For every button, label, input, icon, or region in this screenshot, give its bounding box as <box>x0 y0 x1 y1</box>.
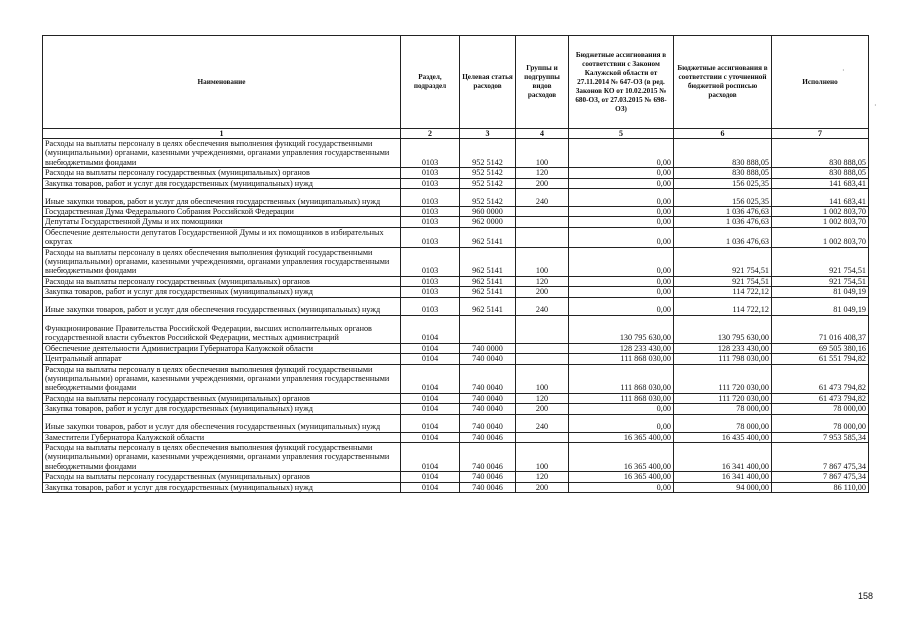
row-group: 240 <box>516 189 569 207</box>
row-budget-refined: 111 720 030,00 <box>674 393 772 403</box>
row-section: 0104 <box>401 432 460 442</box>
table-row <box>43 354 869 364</box>
table-row <box>43 189 869 207</box>
row-section: 0104 <box>401 364 460 393</box>
row-budget-law: 0,00 <box>569 297 674 315</box>
row-budget-law: 111 868 030,00 <box>569 364 674 393</box>
row-budget-refined: 111 798 030,00 <box>674 354 772 364</box>
row-name: Расходы на выплаты персоналу государственных (муниципальных) органов <box>43 276 401 286</box>
row-executed: 81 049,19 <box>772 287 869 297</box>
row-budget-refined: 156 025,35 <box>674 189 772 207</box>
row-budget-refined: 128 233 430,00 <box>674 343 772 353</box>
row-executed: 1 002 803,70 <box>772 207 869 217</box>
row-budget-refined: 830 888,05 <box>674 139 772 168</box>
row-budget-law: 0,00 <box>569 178 674 188</box>
row-executed: 141 683,41 <box>772 189 869 207</box>
row-group <box>516 432 569 442</box>
row-section: 0103 <box>401 227 460 247</box>
table-row <box>43 472 869 482</box>
row-section: 0104 <box>401 472 460 482</box>
row-budget-law: 111 868 030,00 <box>569 393 674 403</box>
row-target: 740 0040 <box>460 354 516 364</box>
row-executed: 1 002 803,70 <box>772 227 869 247</box>
row-budget-law: 0,00 <box>569 189 674 207</box>
row-group: 120 <box>516 393 569 403</box>
table-row <box>43 247 869 276</box>
table-row <box>43 364 869 393</box>
header-executed: Исполнено <box>772 36 869 129</box>
row-executed: 61 473 794,82 <box>772 364 869 393</box>
row-name: Расходы на выплаты персоналу в целях обеспечения выполнения функций государственными (муниципальными) органами, казенными учреждениями, органами управления государственными внебюджетными фондами <box>43 247 401 276</box>
row-group: 240 <box>516 297 569 315</box>
row-budget-refined: 130 795 630,00 <box>674 315 772 343</box>
row-name: Расходы на выплаты персоналу государственных (муниципальных) органов <box>43 168 401 178</box>
row-budget-law: 0,00 <box>569 217 674 227</box>
header-row <box>43 36 869 129</box>
row-target: 960 0000 <box>460 207 516 217</box>
column-number-row <box>43 129 869 139</box>
row-budget-law: 130 795 630,00 <box>569 315 674 343</box>
row-executed: 61 551 794,82 <box>772 354 869 364</box>
row-budget-law: 0,00 <box>569 287 674 297</box>
table-row <box>43 217 869 227</box>
row-target: 962 5141 <box>460 247 516 276</box>
row-budget-law: 0,00 <box>569 404 674 414</box>
row-name: Закупка товаров, работ и услуг для государственных (муниципальных) нужд <box>43 287 401 297</box>
table-row <box>43 393 869 403</box>
row-budget-refined: 94 000,00 <box>674 482 772 492</box>
row-budget-law: 0,00 <box>569 168 674 178</box>
row-group <box>516 315 569 343</box>
table-row <box>43 139 869 168</box>
row-executed: 78 000,00 <box>772 404 869 414</box>
row-budget-refined: 830 888,05 <box>674 168 772 178</box>
row-budget-refined: 111 720 030,00 <box>674 364 772 393</box>
table-row <box>43 315 869 343</box>
row-budget-refined: 156 025,35 <box>674 178 772 188</box>
row-target: 962 5141 <box>460 287 516 297</box>
row-budget-refined: 1 036 476,63 <box>674 217 772 227</box>
table-row <box>43 227 869 247</box>
row-target: 952 5142 <box>460 178 516 188</box>
row-group: 100 <box>516 364 569 393</box>
row-target: 740 0040 <box>460 404 516 414</box>
row-budget-law: 0,00 <box>569 139 674 168</box>
table-row <box>43 343 869 353</box>
table-row <box>43 297 869 315</box>
row-budget-refined: 78 000,00 <box>674 414 772 432</box>
row-section: 0104 <box>401 442 460 471</box>
row-budget-refined: 921 754,51 <box>674 276 772 286</box>
column-number: 7 <box>772 129 869 139</box>
row-group: 120 <box>516 168 569 178</box>
row-section: 0103 <box>401 276 460 286</box>
table-row <box>43 432 869 442</box>
row-group <box>516 343 569 353</box>
row-budget-refined: 16 341 400,00 <box>674 442 772 471</box>
row-name: Иные закупки товаров, работ и услуг для обеспечения государственных (муниципальных) нужд <box>43 414 401 432</box>
row-group <box>516 227 569 247</box>
row-section: 0103 <box>401 207 460 217</box>
table-row <box>43 442 869 471</box>
row-group: 200 <box>516 178 569 188</box>
row-budget-law: 0,00 <box>569 207 674 217</box>
row-budget-law: 0,00 <box>569 414 674 432</box>
row-name: Функционирование Правительства Российской Федерации, высших исполнительных органов государственной власти субъектов Российской Федерации, местных администраций <box>43 315 401 343</box>
row-section: 0103 <box>401 189 460 207</box>
row-group <box>516 207 569 217</box>
row-budget-law: 16 365 400,00 <box>569 442 674 471</box>
row-group: 120 <box>516 472 569 482</box>
row-section: 0104 <box>401 315 460 343</box>
row-name: Закупка товаров, работ и услуг для государственных (муниципальных) нужд <box>43 404 401 414</box>
row-executed: 7 867 475,34 <box>772 472 869 482</box>
row-target: 740 0040 <box>460 364 516 393</box>
row-name: Иные закупки товаров, работ и услуг для обеспечения государственных (муниципальных) нужд <box>43 297 401 315</box>
header-name: Наименование <box>43 36 401 129</box>
table-body <box>43 139 869 493</box>
row-name: Депутаты Государственной Думы и их помощники <box>43 217 401 227</box>
column-number: 3 <box>460 129 516 139</box>
row-name: Центральный аппарат <box>43 354 401 364</box>
row-section: 0104 <box>401 343 460 353</box>
row-section: 0104 <box>401 404 460 414</box>
row-group <box>516 217 569 227</box>
row-section: 0104 <box>401 482 460 492</box>
row-name: Заместители Губернатора Калужской области <box>43 432 401 442</box>
row-section: 0103 <box>401 247 460 276</box>
row-name: Обеспечение деятельности депутатов Государственной Думы и их помощников в избирательных округах <box>43 227 401 247</box>
row-target: 952 5142 <box>460 189 516 207</box>
table-row <box>43 207 869 217</box>
table-row <box>43 482 869 492</box>
row-executed: 71 016 408,37 <box>772 315 869 343</box>
row-section: 0103 <box>401 139 460 168</box>
row-budget-refined: 114 722,12 <box>674 297 772 315</box>
row-target: 962 5141 <box>460 297 516 315</box>
row-name: Обеспечение деятельности Администрации Губернатора Калужской области <box>43 343 401 353</box>
row-section: 0103 <box>401 217 460 227</box>
table-row <box>43 414 869 432</box>
header-section: Раздел, подраздел <box>401 36 460 129</box>
row-section: 0103 <box>401 287 460 297</box>
row-section: 0103 <box>401 178 460 188</box>
row-executed: 61 473 794,82 <box>772 393 869 403</box>
row-name: Расходы на выплаты персоналу государственных (муниципальных) органов <box>43 472 401 482</box>
row-section: 0104 <box>401 354 460 364</box>
column-number: 6 <box>674 129 772 139</box>
row-executed: 69 505 380,16 <box>772 343 869 353</box>
row-executed: 81 049,19 <box>772 297 869 315</box>
row-target: 740 0046 <box>460 442 516 471</box>
column-number: 5 <box>569 129 674 139</box>
scan-mark: · <box>842 66 845 75</box>
scan-mark: · <box>874 101 877 110</box>
table-row <box>43 178 869 188</box>
row-section: 0104 <box>401 414 460 432</box>
row-budget-law: 111 868 030,00 <box>569 354 674 364</box>
column-number: 1 <box>43 129 401 139</box>
row-group: 100 <box>516 247 569 276</box>
row-budget-refined: 1 036 476,63 <box>674 227 772 247</box>
row-budget-refined: 16 435 400,00 <box>674 432 772 442</box>
row-section: 0103 <box>401 297 460 315</box>
row-budget-refined: 114 722,12 <box>674 287 772 297</box>
row-name: Расходы на выплаты персоналу в целях обеспечения выполнения функций государственными (муниципальными) органами, казенными учреждениями, органами управления государственными внебюджетными фондами <box>43 364 401 393</box>
row-target: 740 0046 <box>460 472 516 482</box>
row-target: 740 0000 <box>460 343 516 353</box>
row-name: Государственная Дума Федерального Собрания Российской Федерации <box>43 207 401 217</box>
row-budget-refined: 78 000,00 <box>674 404 772 414</box>
row-target: 962 5141 <box>460 276 516 286</box>
header-target: Целевая статья расходов <box>460 36 516 129</box>
table-row <box>43 168 869 178</box>
budget-table <box>42 35 869 493</box>
row-name: Расходы на выплаты персоналу в целях обеспечения выполнения функций государственными (муниципальными) органами, казенными учреждениями, органами управления государственными внебюджетными фондами <box>43 139 401 168</box>
row-section: 0103 <box>401 168 460 178</box>
row-name: Иные закупки товаров, работ и услуг для обеспечения государственных (муниципальных) нужд <box>43 189 401 207</box>
row-group: 200 <box>516 482 569 492</box>
row-target <box>460 315 516 343</box>
row-executed: 86 110,00 <box>772 482 869 492</box>
row-budget-law: 16 365 400,00 <box>569 472 674 482</box>
row-group: 100 <box>516 139 569 168</box>
column-number: 4 <box>516 129 569 139</box>
row-target: 740 0046 <box>460 432 516 442</box>
row-group: 100 <box>516 442 569 471</box>
row-budget-law: 0,00 <box>569 247 674 276</box>
row-name: Закупка товаров, работ и услуг для государственных (муниципальных) нужд <box>43 178 401 188</box>
row-group: 200 <box>516 404 569 414</box>
row-target: 740 0040 <box>460 393 516 403</box>
row-executed: 7 953 585,34 <box>772 432 869 442</box>
row-budget-law: 16 365 400,00 <box>569 432 674 442</box>
row-executed: 921 754,51 <box>772 247 869 276</box>
row-name: Закупка товаров, работ и услуг для государственных (муниципальных) нужд <box>43 482 401 492</box>
row-budget-law: 0,00 <box>569 482 674 492</box>
page-number: 158 <box>858 591 874 601</box>
table-row <box>43 287 869 297</box>
row-group: 120 <box>516 276 569 286</box>
row-executed: 7 867 475,34 <box>772 442 869 471</box>
row-target: 962 5141 <box>460 227 516 247</box>
row-executed: 78 000,00 <box>772 414 869 432</box>
row-budget-refined: 16 341 400,00 <box>674 472 772 482</box>
row-section: 0104 <box>401 393 460 403</box>
row-group <box>516 354 569 364</box>
row-group: 240 <box>516 414 569 432</box>
column-number: 2 <box>401 129 460 139</box>
row-budget-refined: 921 754,51 <box>674 247 772 276</box>
row-target: 740 0040 <box>460 414 516 432</box>
row-target: 952 5142 <box>460 168 516 178</box>
row-executed: 830 888,05 <box>772 139 869 168</box>
header-budget-law: Бюджетные ассигнования в соответствии с Законом Калужской области от 27.11.2014 № 647-ОЗ (в ред. Законов КО от 10.02.2015 № 680-ОЗ, от 27.03.2015 № 698-ОЗ) <box>569 36 674 129</box>
row-executed: 921 754,51 <box>772 276 869 286</box>
table-row <box>43 404 869 414</box>
row-target: 740 0046 <box>460 482 516 492</box>
row-name: Расходы на выплаты персоналу в целях обеспечения выполнения функций государственными (муниципальными) органами, казенными учреждениями, органами управления государственными внебюджетными фондами <box>43 442 401 471</box>
row-target: 962 0000 <box>460 217 516 227</box>
table-row <box>43 276 869 286</box>
row-group: 200 <box>516 287 569 297</box>
row-budget-refined: 1 036 476,63 <box>674 207 772 217</box>
row-executed: 830 888,05 <box>772 168 869 178</box>
header-budget-refined: Бюджетные ассигнования в соответствии с уточненной бюджетной росписью расходов <box>674 36 772 129</box>
row-budget-law: 0,00 <box>569 227 674 247</box>
row-budget-law: 128 233 430,00 <box>569 343 674 353</box>
row-name: Расходы на выплаты персоналу государственных (муниципальных) органов <box>43 393 401 403</box>
row-executed: 1 002 803,70 <box>772 217 869 227</box>
row-budget-law: 0,00 <box>569 276 674 286</box>
header-groups: Группы и подгруппы видов расходов <box>516 36 569 129</box>
row-executed: 141 683,41 <box>772 178 869 188</box>
row-target: 952 5142 <box>460 139 516 168</box>
